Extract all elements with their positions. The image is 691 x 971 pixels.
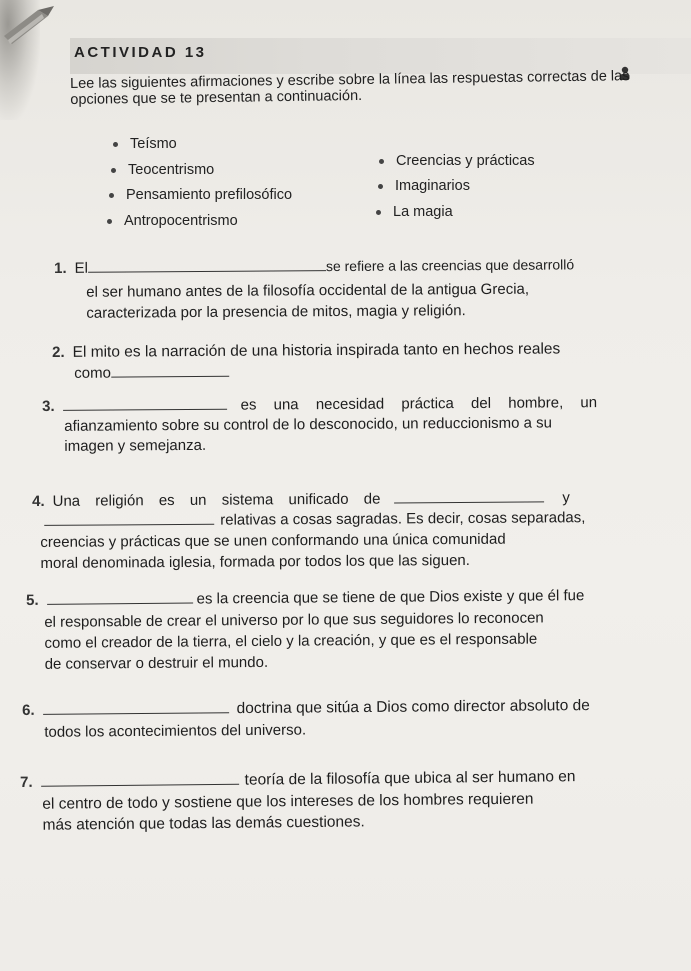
question-5: 5. es la creencia que se tiene de que Dios existe y que él fue el responsable de crear el universo por lo que sus seguidores lo reconocen como el creador de la tierra, el cielo y la creación, y que es el responsable de conservar o destruir el mundo. — [26, 587, 585, 673]
option-item: Teísmo — [113, 136, 177, 152]
option-item: Antropocentrismo — [107, 213, 238, 229]
bullet-icon — [113, 142, 118, 147]
answer-blank-7[interactable] — [41, 770, 239, 787]
activity-title: ACTIVIDAD 13 — [74, 44, 207, 61]
question-7: 7. teoría de la filosofía que ubica al ser humano en el centro de todo y sostiene que los intereses de los hombres requieren más atención que todas las demás cuestiones. — [20, 768, 576, 834]
bullet-icon — [111, 168, 116, 173]
bullet-icon — [109, 193, 114, 198]
answer-blank-4a[interactable] — [394, 487, 544, 503]
answer-blank-6[interactable] — [43, 698, 229, 715]
option-item: Teocentrismo — [111, 162, 214, 178]
pencil-graphic-icon — [4, 6, 64, 46]
option-item: Creencias y prácticas — [379, 153, 535, 169]
bullet-icon — [378, 184, 383, 189]
bullet-icon — [107, 219, 112, 224]
instructions-text: Lee las siguientes afirmaciones y escribe sobre la línea las respuestas correctas de las opciones que se te presentan a continuación. — [70, 68, 630, 108]
question-3: 3. es una necesidad práctica del hombre, un afianzamiento sobre su control de lo desconocido, un reduccionismo a su imagen y semejanza. — [42, 394, 598, 455]
question-6: 6. doctrina que sitúa a Dios como director absoluto de todos los acontecimientos del universo. — [22, 697, 590, 741]
answer-blank-2[interactable] — [111, 362, 229, 378]
option-item: La magia — [376, 204, 453, 220]
answer-blank-1[interactable] — [88, 256, 326, 273]
question-1: 1. El se refiere a las creencias que desarrolló el ser humano antes de la filosofía occidental de la antigua Grecia, caracterizada por la presencia de mitos, magia y religión. — [54, 256, 575, 322]
bullet-icon — [379, 159, 384, 164]
option-item: Imaginarios — [378, 178, 470, 194]
bullet-icon — [376, 210, 381, 215]
question-4: 4. Una religión es un sistema unificado de y relativas a cosas sagradas. Es decir, cosas separadas, creencias y prácticas que se unen conformando una única comunidad moral denominada iglesia, formada por todos los que las siguen. — [32, 489, 586, 572]
answer-blank-5[interactable] — [47, 589, 193, 605]
question-2: 2. El mito es la narración de una historia inspirada tanto en hechos reales como — [52, 340, 561, 382]
option-item: Pensamiento prefilosófico — [109, 187, 292, 203]
answer-blank-3[interactable] — [63, 395, 227, 411]
answer-blank-4b[interactable] — [44, 510, 214, 526]
